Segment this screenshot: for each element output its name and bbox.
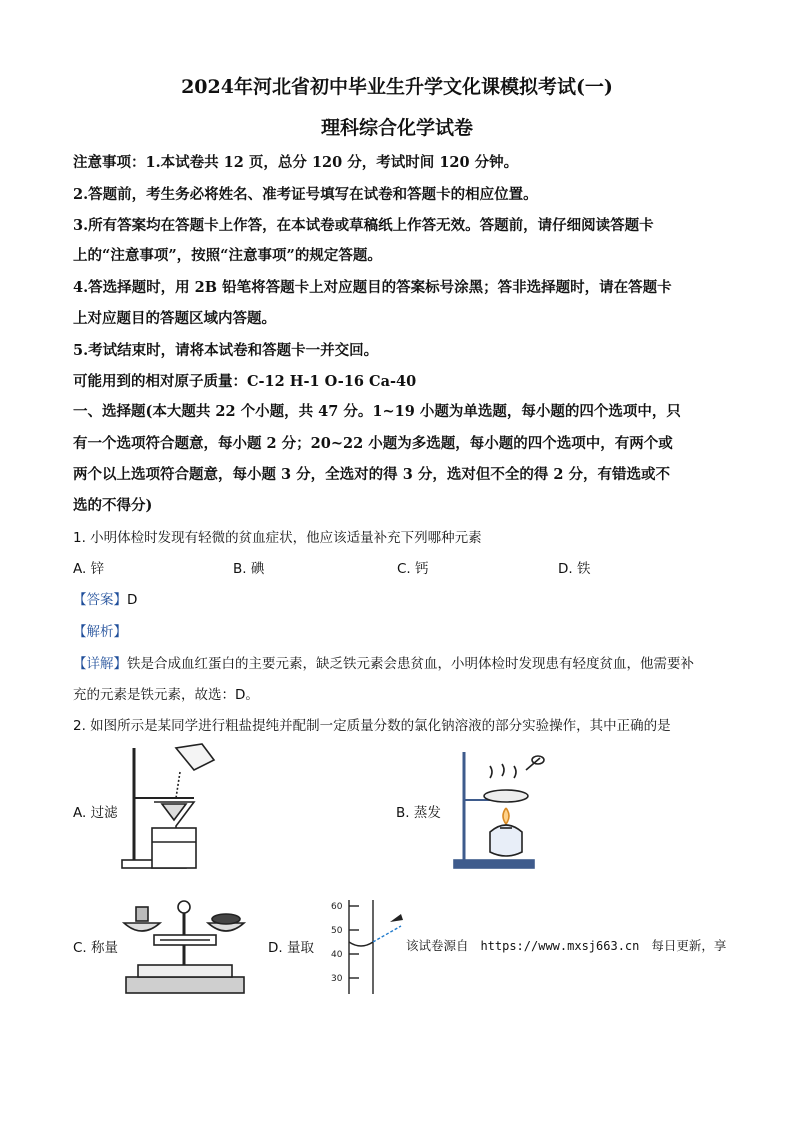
note-line-3a: 3.所有答案均在答题卡上作答，在本试卷或草稿纸上作答无效。答题前，请仔细阅读答题卡 — [73, 217, 654, 234]
note-line-5: 5.考试结束时，请将本试卷和答题卡一并交回。 — [73, 342, 379, 359]
q1-stem: 1. 小明体检时发现有轻微的贫血症状，他应该适量补充下列哪种元素 — [73, 530, 482, 546]
section-heading-line-1: 一、选择题(本大题共 22 个小题，共 47 分。1~19 小题为单选题，每小题的四个选项中，只 — [73, 403, 681, 420]
q2-option-c-label: C. 称量 — [73, 940, 119, 956]
q1-detail-line-2: 充的元素是铁元素，故选：D。 — [73, 687, 259, 703]
balance-illustration — [120, 893, 260, 1003]
filtration-illustration — [118, 742, 228, 872]
q1-option-d: D. 铁 — [558, 561, 591, 577]
q2-stem: 2. 如图所示是某同学进行粗盐提纯并配制一定质量分数的氯化钠溶液的部分实验操作，其中正确的是 — [73, 718, 671, 734]
answer-tag: 【答案】 — [73, 592, 127, 608]
q1-answer-line — [73, 588, 137, 608]
cylinder-tick-30: 30 — [331, 974, 343, 984]
watermark-text-1: 该试卷源自 — [406, 938, 469, 953]
detail-text-a: 铁是合成血红蛋白的主要元素，缺乏铁元素会患贫血，小明体检时发现患有轻度贫血，他需要补 — [127, 656, 694, 672]
note-line-3b: 上的“注意事项”，按照“注意事项”的规定答题。 — [73, 247, 382, 264]
watermark-link[interactable]: https://www.mxsj663.cn — [480, 939, 640, 953]
cylinder-tick-40: 40 — [331, 950, 343, 960]
cylinder-tick-60: 60 — [331, 902, 343, 912]
evaporation-illustration — [450, 748, 560, 873]
note-line-4b: 上对应题目的答题区域内答题。 — [73, 310, 276, 327]
answer-value: D — [127, 592, 138, 608]
q2-option-d-label: D. 量取 — [268, 940, 314, 956]
watermark — [406, 936, 726, 954]
section-heading-line-4: 选的不得分) — [73, 497, 153, 514]
cylinder-tick-50: 50 — [331, 926, 343, 936]
page-title: 2024年河北省初中毕业生升学文化课模拟考试(一) — [181, 76, 613, 98]
note-line-2: 2.答题前，考生务必将姓名、准考证号填写在试卷和答题卡的相应位置。 — [73, 186, 538, 203]
note-line-1: 注意事项：1.本试卷共 12 页，总分 120 分，考试时间 120 分钟。 — [73, 154, 519, 171]
q2-option-b-label: B. 蒸发 — [396, 805, 441, 821]
page-subtitle: 理科综合化学试卷 — [320, 117, 473, 139]
section-heading-line-3: 两个以上选项符合题意，每小题 3 分，全选对的得 3 分，选对但不全的得 2 分，有错选或不 — [73, 466, 671, 483]
eye-icon — [389, 912, 405, 926]
q1-option-c: C. 钙 — [397, 561, 429, 577]
watermark-text-2: 每日更新，享 — [651, 938, 727, 953]
q1-option-a: A. 锌 — [73, 561, 105, 577]
section-heading-line-2: 有一个选项符合题意，每小题 2 分；20~22 小题为多选题，每小题的四个选项中，有两个或 — [73, 435, 673, 452]
analysis-tag: 【解析】 — [73, 624, 127, 640]
note-line-4a: 4.答选择题时，用 2B 铅笔将答题卡上对应题目的答案标号涂黑；答非选择题时，请在答题卡 — [73, 279, 672, 296]
q1-detail-line-1 — [73, 652, 694, 672]
q2-option-a-label: A. 过滤 — [73, 805, 118, 821]
atomic-mass-line: 可能用到的相对原子质量：C-12 H-1 O-16 Ca-40 — [73, 373, 417, 390]
q1-option-b: B. 碘 — [233, 561, 265, 577]
detail-tag: 【详解】 — [73, 656, 127, 672]
